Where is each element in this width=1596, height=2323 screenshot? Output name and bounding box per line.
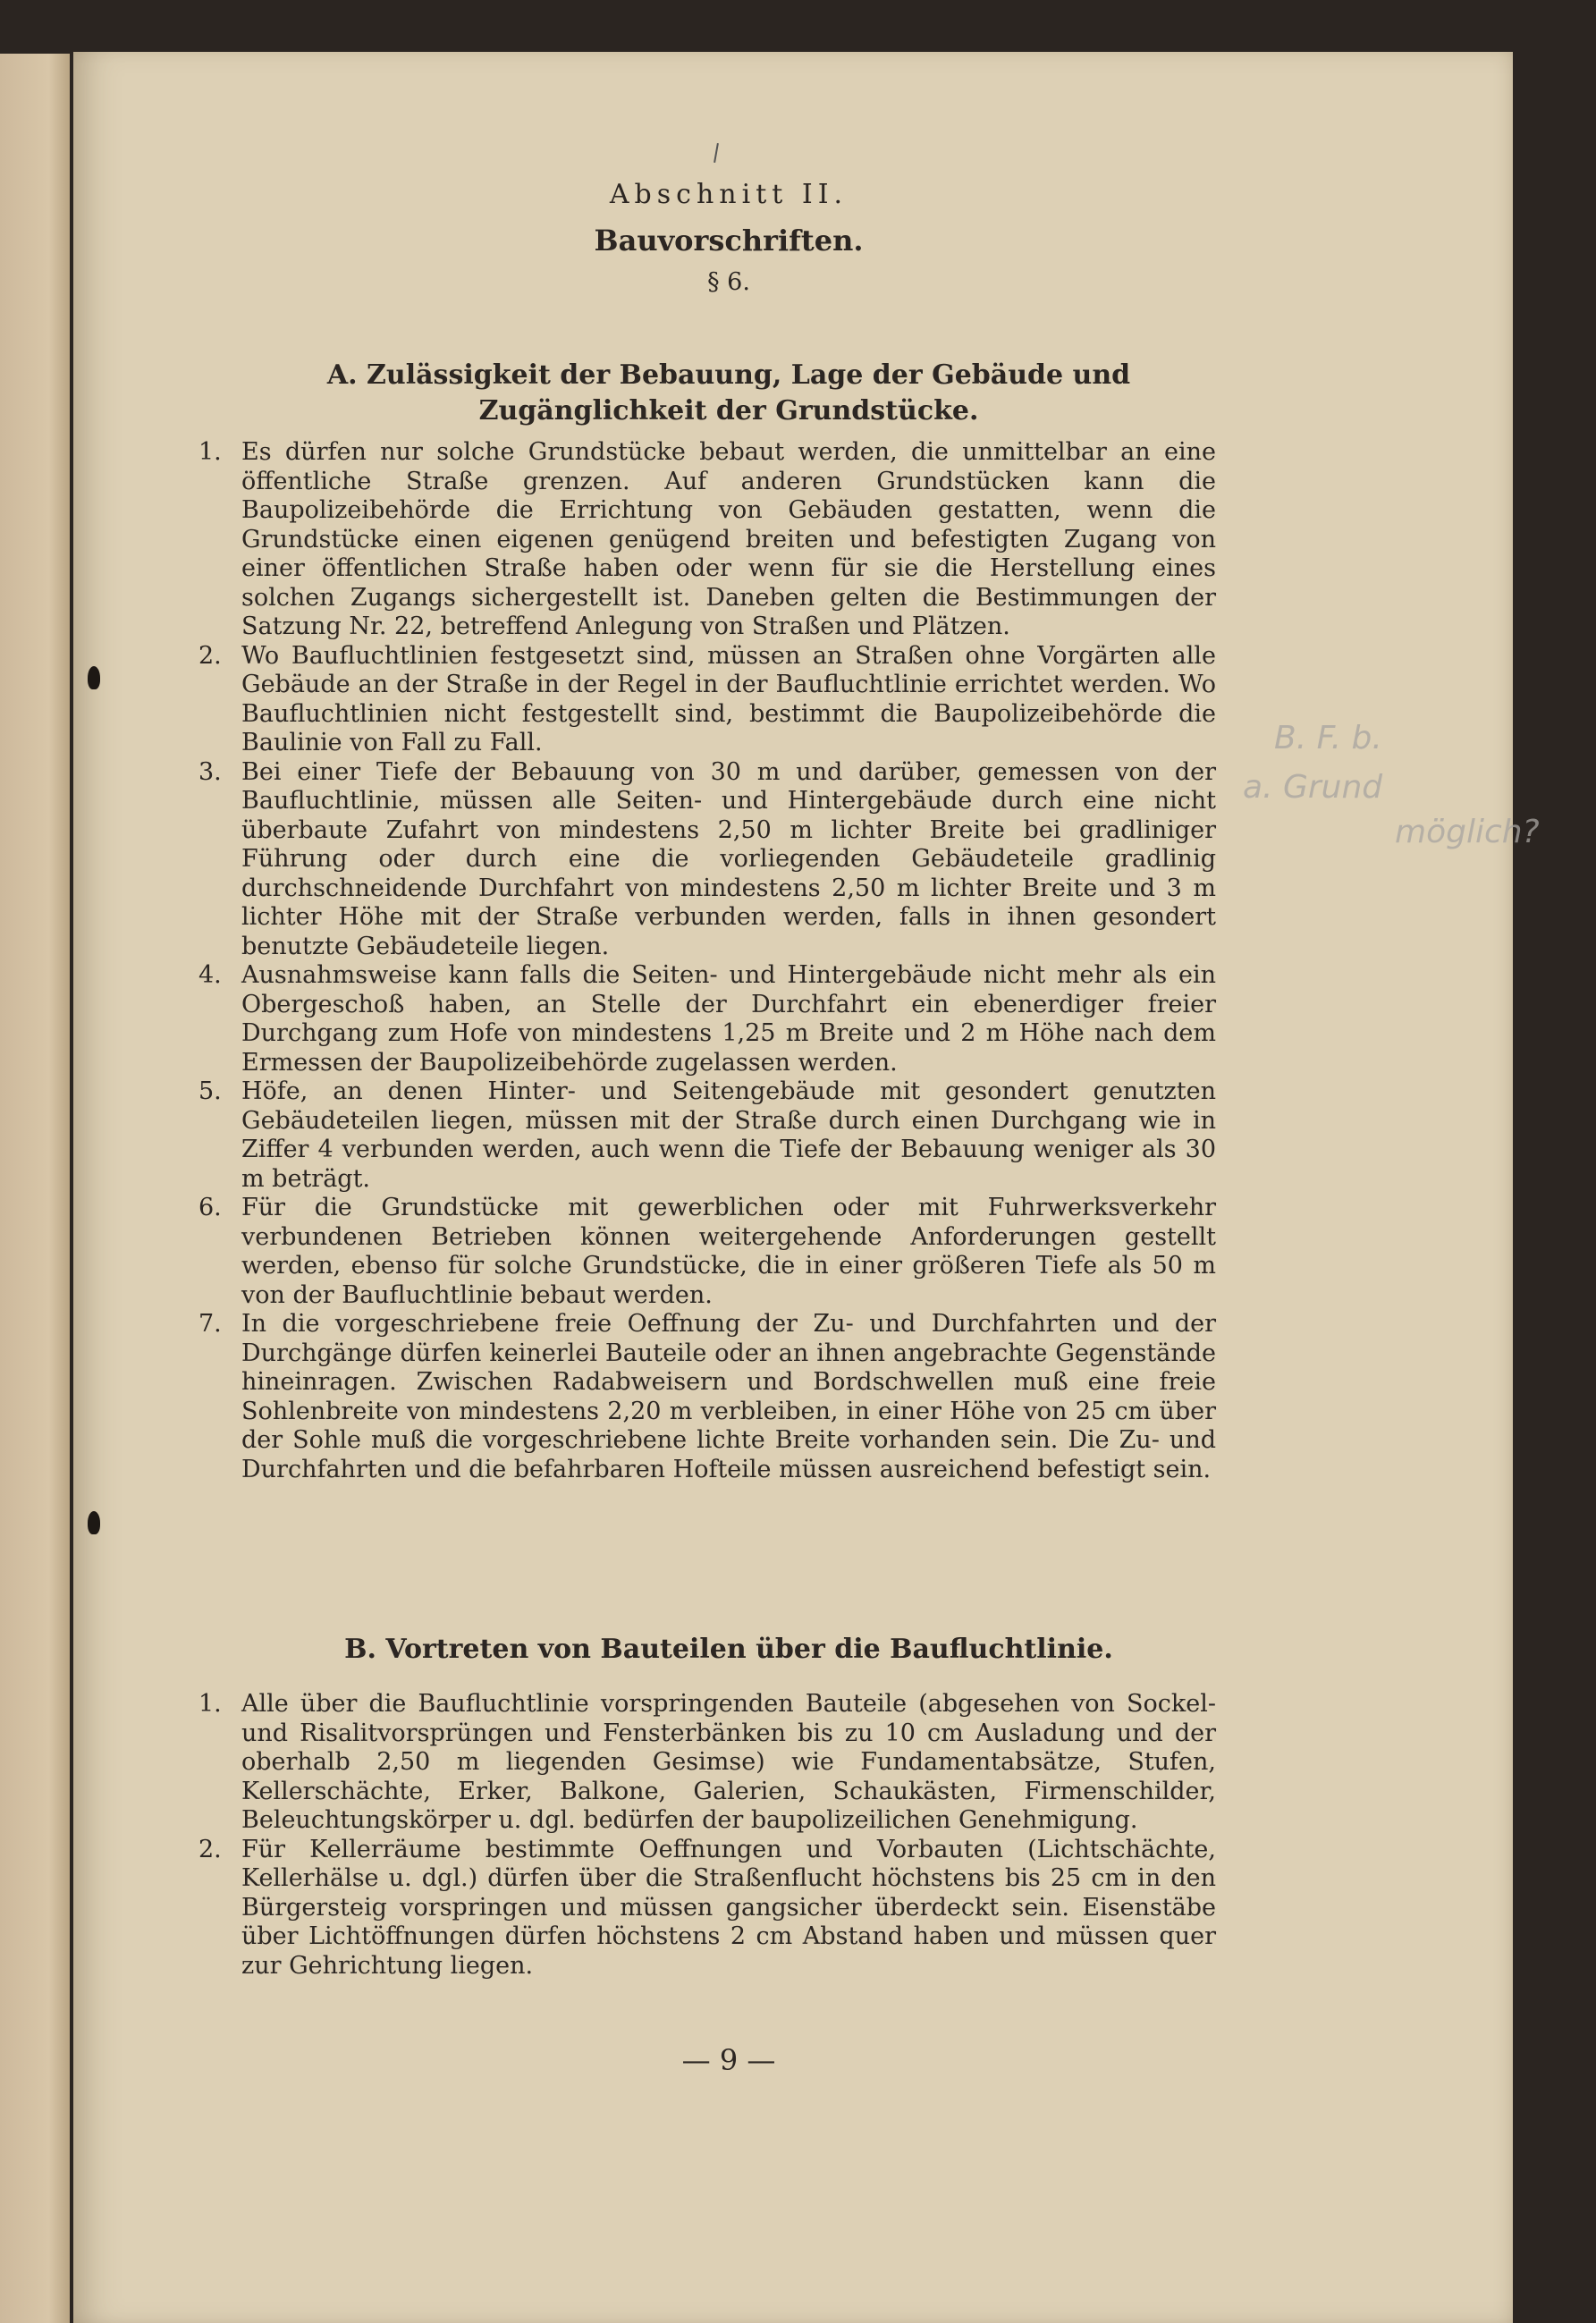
margin-ink-mark [88, 666, 100, 689]
item-text: Für die Grundstücke mit gewerblichen oder mit Fuhrwerksverkehr verbundenen Betrieben können weitergehende Anforderungen gestellt werden, ebenso für solche Grundstücke, die in einer größeren Tiefe als 50 m von der Baufluchtlinie bebaut werden. [241, 1194, 1216, 1309]
item-text: Wo Baufluchtlinien festgesetzt sind, müssen an Straßen ohne Vorgärten alle Gebäude an der Straße in der Regel in der Baufluchtlinie errichtet werden. Wo Baufluchtlinien nicht festgestellt sind, bestimmt die Baupolizeibehörde die Baulinie von Fall zu Fall. [241, 641, 1216, 756]
item-text: Höfe, an denen Hinter- und Seitengebäude mit gesondert genutzten Gebäudeteilen liegen, müssen mit der Straße durch einen Durchgang wie in Ziffer 4 verbunden werden, auch wenn die Tiefe der Bebauung weniger als 30 m beträgt. [241, 1077, 1216, 1193]
subsection-a-heading: A. Zulässigkeit der Bebauung, Lage der Gebäude und Zugänglichkeit der Grundstücke. [326, 359, 1131, 427]
item-number: 6. [198, 1194, 222, 1221]
list-item [198, 1690, 1216, 1836]
list-item [198, 1194, 1216, 1310]
list-item [198, 438, 1216, 642]
list-item [198, 1077, 1216, 1194]
item-number: 5. [198, 1077, 222, 1105]
item-number: 1. [198, 438, 222, 466]
item-number: 1. [198, 1690, 222, 1718]
subsection-b-body [198, 1690, 1216, 1981]
item-text: Bei einer Tiefe der Bebauung von 30 m und darüber, gemessen von der Baufluchtlinie, müssen alle Seiten- und Hintergebäude durch eine nicht überbaute Zufahrt von mindestens 2,50 m lichter Breite bei gradliniger Führung oder durch eine die vorliegenden Gebäudeteile gradlinig durchschneidende Durchfahrt von mindestens 2,50 m lichter Breite und 3 m lichter Höhe mit der Straße verbunden werden, falls in ihnen gesondert benutzte Gebäudeteile liegen. [241, 757, 1216, 960]
list-item [198, 961, 1216, 1077]
pencil-note-line3: möglich? [1395, 814, 1540, 850]
previous-page-edge [0, 54, 70, 2323]
list-item [198, 641, 1216, 758]
list-item [198, 757, 1216, 962]
pencil-note-line2: a. Grund [1243, 769, 1383, 806]
item-number: 2. [198, 1835, 222, 1863]
page-number: — 9 — [681, 2043, 776, 2077]
subsection-b-list [198, 1690, 1216, 1981]
item-number: 2. [198, 641, 222, 670]
page-title: Bauvorschriften. [594, 224, 864, 258]
paragraph-number: § 6. [707, 268, 750, 296]
list-item [198, 1835, 1216, 1981]
item-text: Für Kellerräume bestimmte Oeffnungen und Vorbauten (Lichtschächte, Kellerhälse u. dgl.) dürfen über die Straßenflucht höchstens bis 25 cm in den Bürgersteig vorspringen und müssen gangsicher überdeckt sein. Eisenstäbe über Lichtöffnungen dürfen höchstens 2 cm Abstand haben und müssen quer zur Gehrichtung liegen. [241, 1835, 1216, 1980]
section-heading: Abschnitt II. [609, 179, 849, 210]
item-number: 7. [198, 1310, 222, 1338]
item-text: Es dürfen nur solche Grundstücke bebaut werden, die unmittelbar an eine öffentliche Straße grenzen. Auf anderen Grundstücken kann die Baupolizeibehörde die Errichtung von Gebäuden gestatten, wenn die Grundstücke einen eigenen genügend breiten und befestigten Zugang von einer öffentlichen Straße haben oder wenn für sie die Herstellung eines solchen Zugangs sichergestellt ist. Daneben gelten die Bestimmungen der Satzung Nr. 22, betreffend Anlegung von Straßen und Plätzen. [241, 438, 1216, 640]
subsection-a-body [198, 438, 1216, 1484]
margin-ink-mark [88, 1511, 100, 1534]
item-number: 3. [198, 757, 222, 786]
pencil-note-line1: B. F. b. [1274, 720, 1382, 756]
item-number: 4. [198, 961, 222, 989]
item-text: Alle über die Baufluchtlinie vorspringenden Bauteile (abgesehen von Sockel- und Risalitvorsprüngen und Fensterbänken bis zu 10 cm Ausladung und der oberhalb 2,50 m liegenden Gesimse) wie Fundamentabsätze, Stufen, Kellerschächte, Erker, Balkone, Galerien, Schaukästen, Firmenschilder, Beleuchtungskörper u. dgl. bedürfen der baupolizeilichen Genehmigung. [241, 1690, 1216, 1834]
item-text: In die vorgeschriebene freie Oeffnung der Zu- und Durchfahrten und der Durchgänge dürfen keinerlei Bauteile oder an ihnen angebrachte Gegenstände hineinragen. Zwischen Radabweisern und Bordschwellen muß eine freie Sohlenbreite von mindestens 2,20 m verbleiben, in einer Höhe von 25 cm über der Sohle muß die vorgeschriebene lichte Breite vorhanden sein. Die Zu- und Durchfahrten und die befahrbaren Hofteile müssen ausreichend befestigt sein. [241, 1310, 1216, 1483]
list-item [198, 1310, 1216, 1484]
subsection-a-list [198, 438, 1216, 1484]
subsection-b-heading: B. Vortreten von Bauteilen über die Baufluchtlinie. [344, 1634, 1113, 1665]
item-text: Ausnahmsweise kann falls die Seiten- und Hintergebäude nicht mehr als ein Obergeschoß haben, an Stelle der Durchfahrt ein ebenerdiger freier Durchgang zum Hofe von mindestens 1,25 m Breite und 2 m Höhe nach dem Ermessen der Baupolizeibehörde zugelassen werden. [241, 961, 1216, 1077]
